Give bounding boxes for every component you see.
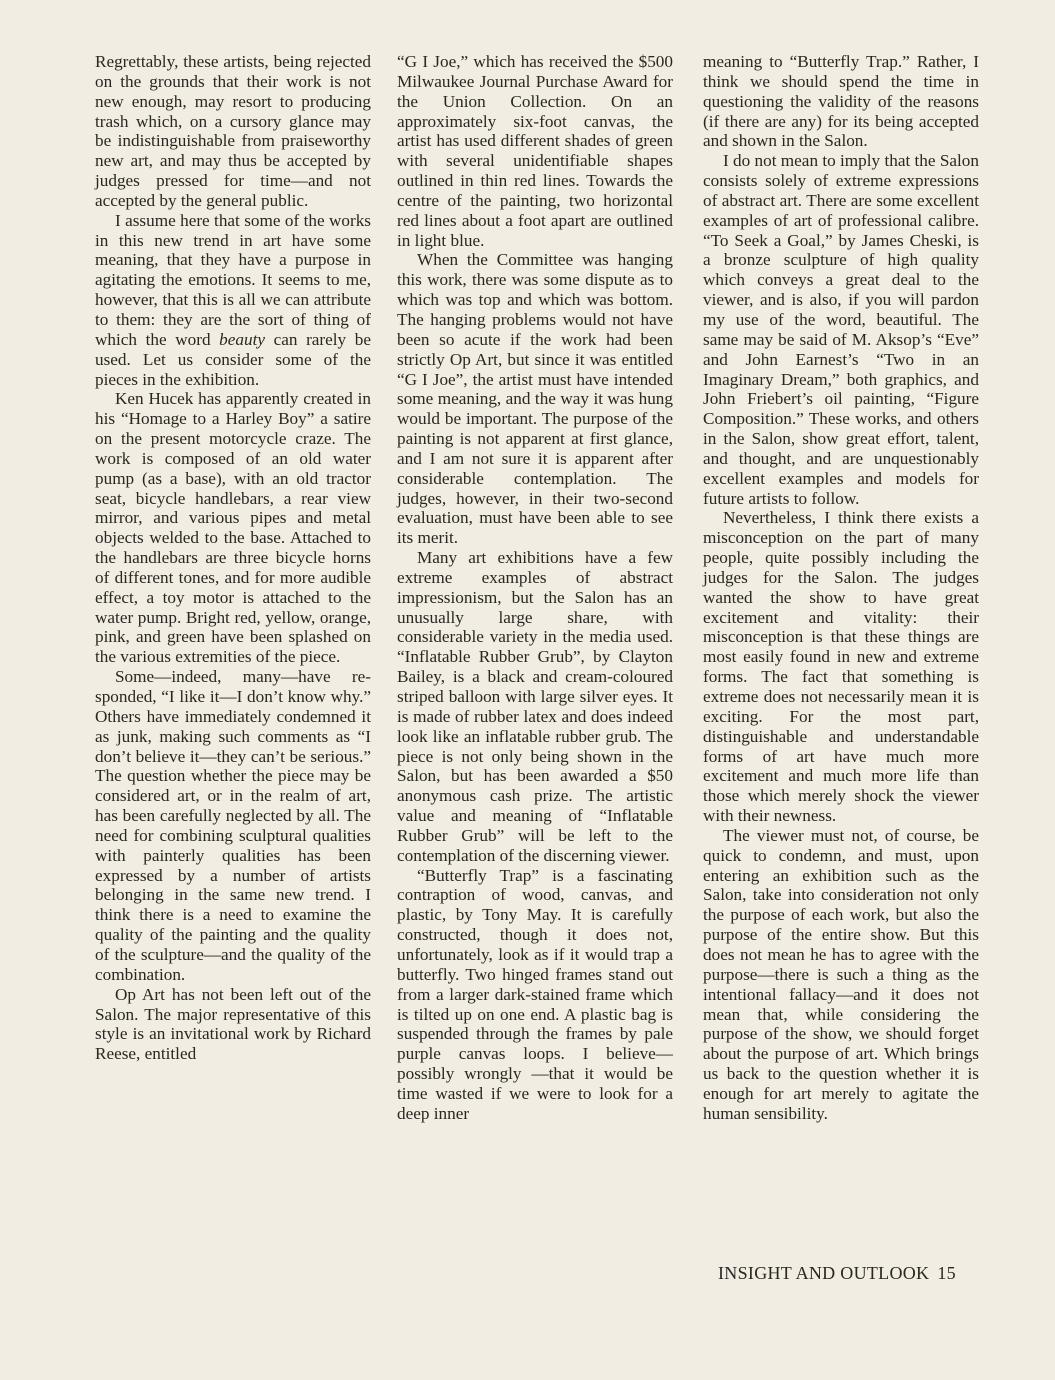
text-column-2: [397, 52, 673, 1124]
paragraph: Op Art has not been left out of the Salon. The major representative of this style is an invitational work by Richard Reese, entitled: [95, 984, 371, 1064]
running-title: INSIGHT AND OUTLOOK: [718, 1263, 930, 1283]
paragraph: I do not mean to imply that the Salon consists solely of extreme expressions of abstract art. There are some excellent examples of art of professional calibre. “To Seek a Goal,” by James Cheski, is a bronze sculpture of high quality which conveys a great deal to the viewer, and is also, if you will pardon my use of the word, beautiful. The same may be said of M. Aksop’s “Eve” and John Earnest’s “Two in an Imaginary Dream,” both graphics, and John Friebert’s oil painting, “Figure Composition.” These works, and others in the Salon, show great effort, talent, and thought, and are unquestionably excellent examples and models for future artists to follow.: [703, 151, 979, 508]
paragraph: Many art exhibitions have a few extreme examples of abstract impressionism, but the Salon has an unusually large share, with considerable variety in the media used. “Inflatable Rubber Grub”, by Clayton Bailey, is a black and cream-coloured striped balloon with large silver eyes. It is made of rubber latex and does indeed look like an inflatable rubber grub. The piece is not only being shown in the Salon, but has been awarded a $50 anonymous cash prize. The artistic value and meaning of “Inflatable Rubber Grub” will be left to the contemplation of the discerning viewer.: [397, 548, 673, 865]
paragraph: I assume here that some of the works in this new trend in art have some meaning, that they have a purpose in agitating the emotions. It seems to me, however, that this is all we can attribute to them: they are the sort of thing of which the word beauty can rarely be used. Let us consider some of the pieces in the exhibition.: [95, 210, 371, 389]
paragraph: The viewer must not, of course, be quick to condemn, and must, upon entering an exhibition such as the Salon, take into consideration not only the purpose of each work, but also the purpose of the entire show. But this does not mean he has to agree with the purpose—there is such a thing as the intentional fallacy—and it does not mean that, while considering the purpose of the show, we should forget about the purpose of art. Which brings us back to the question whether it is enough for art merely to agitate the human sensibility.: [703, 825, 979, 1123]
paragraph: “Butterfly Trap” is a fascinating contraption of wood, canvas, and plastic, by Tony May. It is carefully constructed, though it does not, unfortunately, look as if it would trap a butterfly. Two hinged frames stand out from a larger dark-stained frame which is tilted up on one end. A plastic bag is suspended through the frames by pale purple canvas loops. I believe—possibly wrongly —that it would be time wasted if we were to look for a deep inner: [397, 865, 673, 1123]
paragraph: Regrettably, these artists, being rejected on the grounds that their work is not new enough, may resort to producing trash which, on a cursory glance may be indistinguishable from praiseworthy new art, and may thus be accepted by judges pressed for time—and not accepted by the general public.: [95, 52, 371, 210]
paragraph: Ken Hucek has apparently created in his “Homage to a Harley Boy” a satire on the present motorcycle craze. The work is composed of an old water pump (as a base), with an old tractor seat, bicycle handlebars, a rear view mirror, and various pipes and metal objects welded to the base. Attached to the handlebars are three bicycle horns of different tones, and for more audible effect, a toy motor is attached to the water pump. Bright red, yellow, orange, pink, and green have been splashed on the various extremities of the piece.: [95, 389, 371, 667]
paragraph: When the Committee was hanging this work, there was some dispute as to which was top and which was bottom. The hanging problems would not have been so acute if the work had been strictly Op Art, but since it was entitled “G I Joe”, the artist must have intended some meaning, and the way it was hung would be important. The purpose of the painting is not apparent at first glance, and I am not sure it is apparent after considerable contemplation. The judges, however, in their two-second evaluation, must have been able to see its merit.: [397, 250, 673, 548]
text-column-1: [95, 52, 371, 1064]
page-footer: [718, 1263, 956, 1284]
paragraph: meaning to “Butterfly Trap.” Rather, I think we should spend the time in questioning the validity of the reasons (if there are any) for its being accepted and shown in the Salon.: [703, 52, 979, 151]
page-number: 15: [937, 1263, 956, 1283]
paragraph: “G I Joe,” which has received the $500 Milwaukee Journal Purchase Award for the Union Collection. On an approximately six-foot canvas, the artist has used different shades of green with several unidentifiable shapes outlined in thin red lines. Towards the centre of the painting, two horizontal red lines about a foot apart are outlined in light blue.: [397, 52, 673, 250]
emphasis: beauty: [219, 329, 265, 349]
text-column-3: [703, 52, 979, 1124]
paragraph: Nevertheless, I think there exists a misconception on the part of many people, quite possibly including the judges for the Salon. The judges wanted the show to have great excitement and vitality: their misconception is that these things are most easily found in new and extreme forms. The fact that something is extreme does not necessarily mean it is exciting. For the most part, distinguishable and understandable forms of art have much more excitement and much more life than those which merely shock the viewer with their newness.: [703, 508, 979, 826]
paragraph: Some—indeed, many—have responded, “I like it—I don’t know why.” Others have immediately condemned it as junk, making such comments as “I don’t believe it—they can’t be serious.” The question whether the piece may be considered art, or in the realm of art, has been carefully neglected by all. The need for combining sculptural qualities with painterly qualities has been expressed by a number of artists belonging in the same new trend. I think there is a need to examine the quality of the painting and the quality of the sculpture—and the quality of the combination.: [95, 667, 371, 984]
